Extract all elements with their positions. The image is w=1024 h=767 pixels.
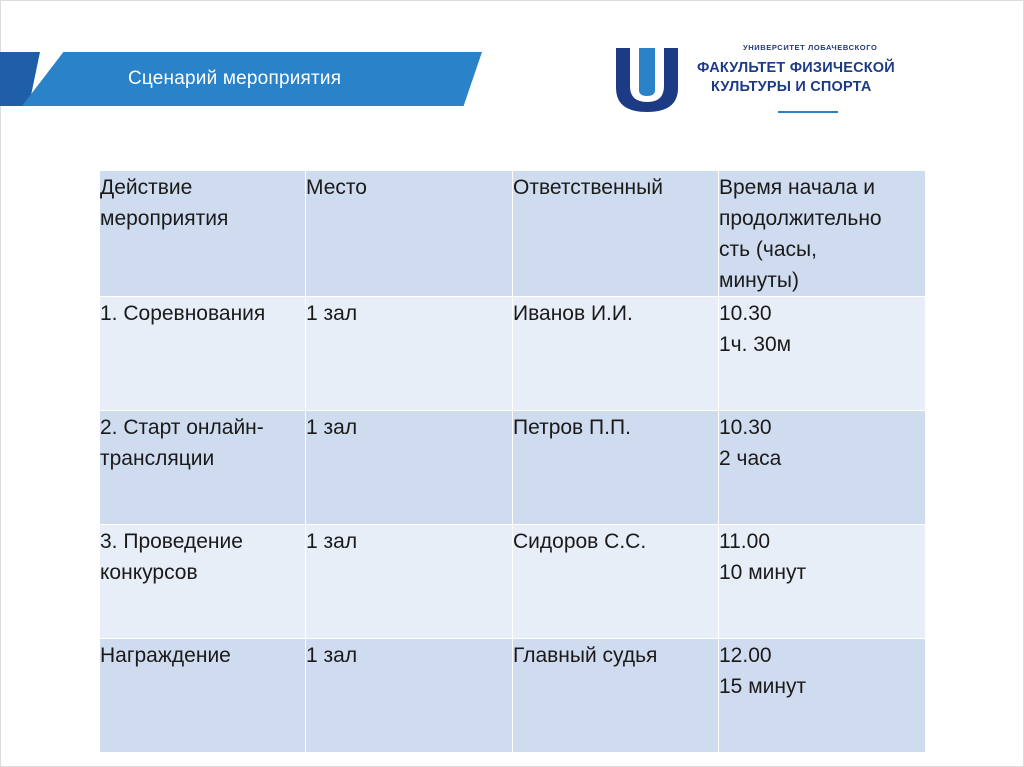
cell-place: 1 зал [306, 411, 513, 525]
column-header-action: Действие мероприятия [100, 171, 306, 297]
column-header-responsible: Ответственный [513, 171, 719, 297]
event-schedule-table [99, 170, 926, 753]
cell-responsible: Петров П.П. [513, 411, 719, 525]
table-row [100, 525, 926, 639]
slide-title: Сценарий мероприятия [128, 68, 342, 89]
cell-place: 1 зал [306, 639, 513, 753]
cell-action: 1. Соревнования [100, 297, 306, 411]
logo-university-name: УНИВЕРСИТЕТ ЛОБАЧЕВСКОГО [743, 43, 878, 52]
cell-action: 2. Старт онлайн- трансляции [100, 411, 306, 525]
cell-place: 1 зал [306, 525, 513, 639]
cell-time: 11.00 10 минут [719, 525, 926, 639]
column-header-time: Время начала и продолжительно сть (часы, минуты) [719, 171, 926, 297]
cell-time: 10.30 2 часа [719, 411, 926, 525]
logo-underline [778, 111, 838, 113]
cell-responsible: Главный судья [513, 639, 719, 753]
logo-faculty-line1: ФАКУЛЬТЕТ ФИЗИЧЕСКОЙ [697, 60, 895, 76]
table-header-row [100, 171, 926, 297]
column-header-place: Место [306, 171, 513, 297]
cell-place: 1 зал [306, 297, 513, 411]
cell-responsible: Иванов И.И. [513, 297, 719, 411]
unn-logo-icon [612, 46, 682, 114]
cell-action: 3. Проведение конкурсов [100, 525, 306, 639]
table-row [100, 411, 926, 525]
cell-action: Награждение [100, 639, 306, 753]
table-row [100, 297, 926, 411]
cell-responsible: Сидоров С.С. [513, 525, 719, 639]
table-row [100, 639, 926, 753]
cell-time: 10.30 1ч. 30м [719, 297, 926, 411]
logo-faculty-line2: КУЛЬТУРЫ И СПОРТА [711, 79, 872, 95]
cell-time: 12.00 15 минут [719, 639, 926, 753]
